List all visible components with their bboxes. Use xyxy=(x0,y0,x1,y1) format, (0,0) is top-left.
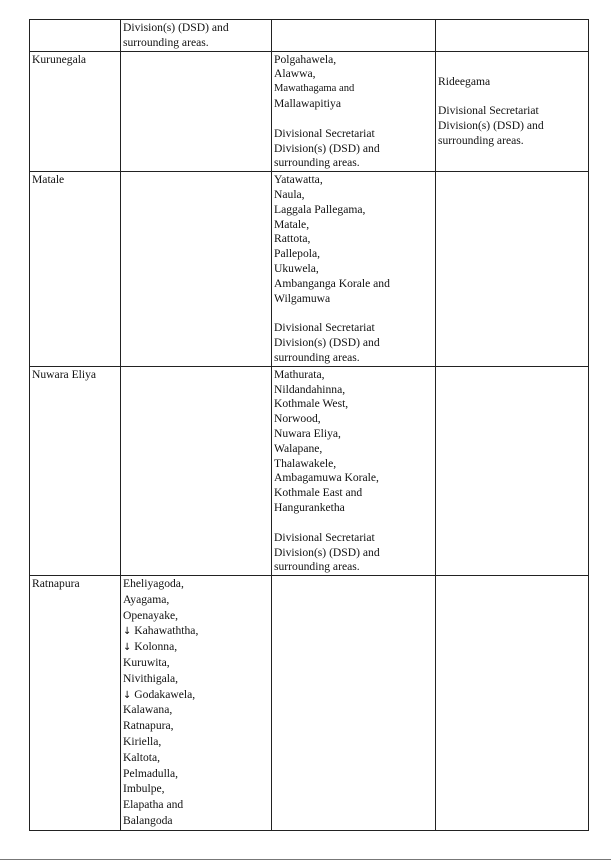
table-row xyxy=(30,576,589,831)
dsd-note: surrounding areas. xyxy=(438,133,524,147)
place-name: Ukuwela, xyxy=(274,261,319,275)
district-name: Ratnapura xyxy=(32,577,80,591)
areas-cell xyxy=(436,172,589,367)
dsd-note: Division(s) (DSD) and xyxy=(274,545,380,559)
place-name: Rattota, xyxy=(274,232,311,246)
place-name: Pelmadulla, xyxy=(123,766,179,780)
district-name: Matale xyxy=(32,173,65,187)
district-cell xyxy=(30,172,121,367)
areas-cell xyxy=(436,576,589,831)
place-name: Wilgamuwa xyxy=(274,291,331,305)
areas-cell xyxy=(121,172,272,367)
text-line: Division(s) (DSD) and xyxy=(123,21,229,34)
table-row xyxy=(30,20,589,52)
areas-cell xyxy=(272,172,436,367)
place-name: ↓ Kolonna, xyxy=(123,640,178,654)
place-name: Balangoda xyxy=(123,814,173,828)
dsd-note: Divisional Secretariat xyxy=(274,530,375,544)
areas-cell xyxy=(272,576,436,831)
place-name: ↓ Godakawela, xyxy=(123,687,196,701)
table-row xyxy=(30,366,589,575)
areas-cell xyxy=(436,51,589,172)
place-name: Thalawakele, xyxy=(274,456,337,470)
areas-cell xyxy=(121,366,272,575)
text-line: surrounding areas. xyxy=(123,35,209,49)
arrow-down-icon: ↓ xyxy=(123,642,132,654)
dsd-note: Division(s) (DSD) and xyxy=(438,119,544,133)
areas-cell xyxy=(121,20,272,52)
place-name: Kalawana, xyxy=(123,703,173,717)
district-table xyxy=(29,19,589,831)
dsd-note: Division(s) (DSD) and xyxy=(274,336,380,350)
place-name: Ayagama, xyxy=(123,592,170,606)
areas-cell xyxy=(272,20,436,52)
place-name: Rideegama xyxy=(438,74,491,88)
place-name: Mathurata, xyxy=(274,367,325,381)
place-name: Alawwa, xyxy=(274,67,316,81)
district-cell xyxy=(30,366,121,575)
dsd-note: Divisional Secretariat xyxy=(274,321,375,335)
place-name: Kothmale West, xyxy=(274,397,349,411)
place-name: Nuwara Eliya, xyxy=(274,426,341,440)
page-bottom-rule xyxy=(0,859,611,860)
areas-cell xyxy=(272,366,436,575)
place-name: Openayake, xyxy=(123,608,179,622)
place-name: Hanguranketha xyxy=(274,500,345,514)
dsd-note: surrounding areas. xyxy=(274,350,360,364)
table-row xyxy=(30,172,589,367)
dsd-note: Divisional Secretariat xyxy=(274,126,375,140)
place-name: Norwood, xyxy=(274,412,321,426)
place-name: Nivithigala, xyxy=(123,671,179,685)
dsd-note: Division(s) (DSD) and xyxy=(274,141,380,155)
areas-cell xyxy=(121,576,272,831)
table-row xyxy=(30,51,589,172)
place-name: Elapatha and xyxy=(123,798,184,812)
dsd-note: surrounding areas. xyxy=(274,560,360,574)
dsd-note: surrounding areas. xyxy=(274,156,360,170)
place-name: Nildandahinna, xyxy=(274,382,346,396)
place-name: Kiriella, xyxy=(123,735,162,749)
areas-cell xyxy=(121,51,272,172)
place-name: Yatawatta, xyxy=(274,173,323,187)
place-name: Ambanganga Korale and xyxy=(274,276,390,290)
areas-cell xyxy=(436,20,589,52)
district-name: Nuwara Eliya xyxy=(32,367,97,381)
place-name: Laggala Pallegama, xyxy=(274,202,366,216)
arrow-down-icon: ↓ xyxy=(123,689,132,701)
place-name: Matale, xyxy=(274,217,310,231)
place-name: Kothmale East and xyxy=(274,486,363,500)
place-name: Imbulpe, xyxy=(123,782,165,796)
place-name: Eheliyagoda, xyxy=(123,577,184,591)
district-cell xyxy=(30,576,121,831)
areas-cell xyxy=(272,51,436,172)
place-name: Walapane, xyxy=(274,441,323,455)
place-name: Naula, xyxy=(274,187,305,201)
dsd-note: Divisional Secretariat xyxy=(438,104,539,118)
place-name: ↓ Kahawaththa, xyxy=(123,624,199,638)
place-name: Polgahawela, xyxy=(274,52,337,66)
district-cell xyxy=(30,51,121,172)
place-name: Mawathagama and xyxy=(274,83,355,95)
areas-cell xyxy=(436,366,589,575)
arrow-down-icon: ↓ xyxy=(123,626,132,638)
place-name: Kaltota, xyxy=(123,750,161,764)
place-name: Mallawapitiya xyxy=(274,96,341,110)
district-cell xyxy=(30,20,121,52)
place-name: Kuruwita, xyxy=(123,656,170,670)
place-name: Ambagamuwa Korale, xyxy=(274,471,379,485)
district-name: Kurunegala xyxy=(32,52,87,66)
place-name: Pallepola, xyxy=(274,247,321,261)
place-name: Ratnapura, xyxy=(123,719,174,733)
